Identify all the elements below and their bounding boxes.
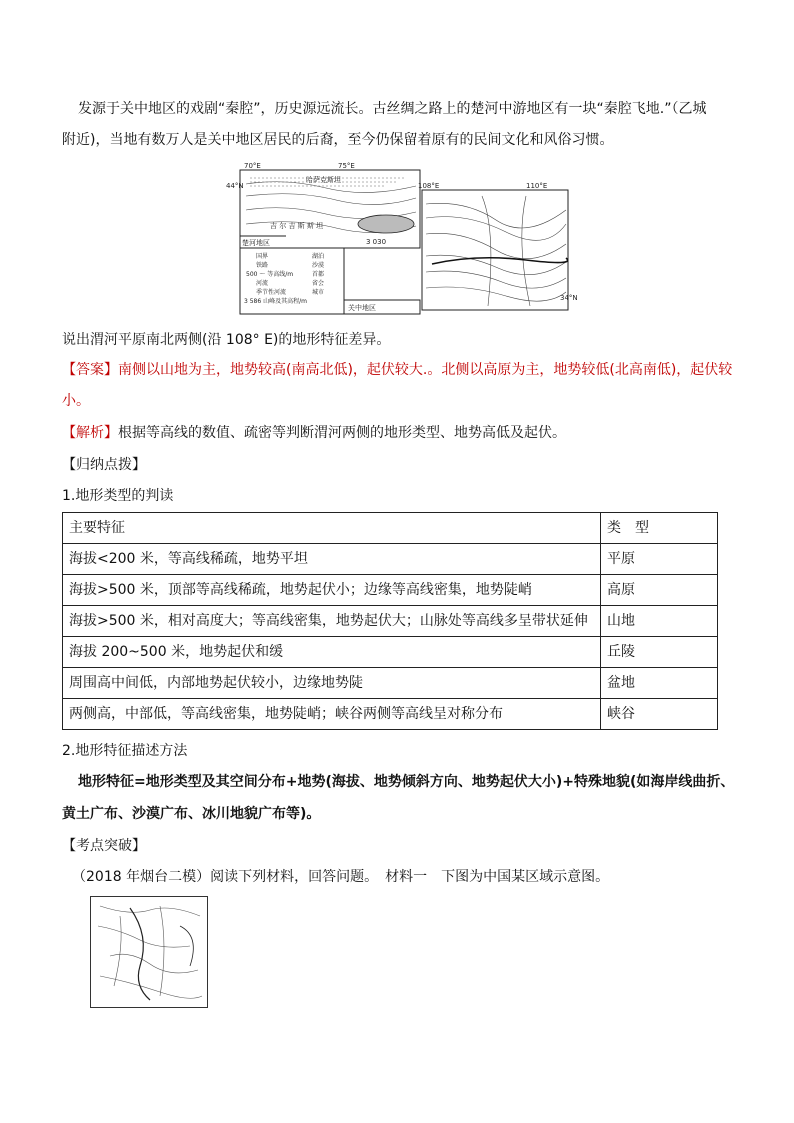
section1-title: 1.地形类型的判读 — [62, 488, 174, 504]
table-row — [63, 606, 718, 637]
type-cell: 丘陵 — [601, 637, 718, 668]
table-row — [63, 544, 718, 575]
peak-label: 3 030 — [366, 238, 387, 246]
analysis-text: 根据等高线的数值、疏密等判断渭河两侧的地形类型、地势高低及起伏。 — [118, 425, 566, 441]
breakthrough-title: 【考点突破】 — [62, 838, 146, 854]
china-region-map — [90, 896, 208, 1008]
legend-province: 省会 — [312, 280, 325, 287]
chu-region-label: 楚河地区 — [242, 239, 270, 247]
lon-70-label: 70°E — [244, 162, 261, 170]
feature-cell: 两侧高，中部低，等高线密集，地势陡峭；峡谷两侧等高线呈对称分布 — [63, 699, 601, 730]
legend-capital: 首都 — [312, 271, 325, 278]
lat-44-label: 44°N — [226, 182, 244, 190]
lon-110-label: 110°E — [526, 182, 548, 190]
type-cell: 高原 — [601, 575, 718, 606]
feature-cell: 海拔>500 米，相对高度大；等高线密集，地势起伏大；山脉处等高线多呈带状延伸 — [63, 606, 601, 637]
legend-border: 国界 — [256, 253, 269, 260]
table-row — [63, 575, 718, 606]
type-cell: 峡谷 — [601, 699, 718, 730]
feature-cell: 海拔<200 米，等高线稀疏，地势平坦 — [63, 544, 601, 575]
method-line-1: 地形特征=地形类型及其空间分布+地势(海拔、地势倾斜方向、地势起伏大小)+特殊地貌(如海岸线曲折、 — [78, 774, 735, 790]
answer-tag: 【答案】 — [62, 362, 118, 378]
answer-line-1 — [62, 360, 732, 380]
legend-lake: 湖泊 — [312, 253, 325, 260]
legend-desert: 沙漠 — [312, 262, 325, 269]
legend-seasonal: 季节性河流 — [256, 289, 287, 296]
answer-line-2: 小。 — [62, 393, 90, 409]
header-type: 类 型 — [601, 513, 718, 544]
type-cell: 平原 — [601, 544, 718, 575]
table-row — [63, 637, 718, 668]
legend-peak: 3 586 山峰及其高程/m — [244, 298, 307, 305]
intro-line-1: 发源于关中地区的戏剧“秦腔”，历史源远流长。古丝绸之路上的楚河中游地区有一块“秦腔飞地.”（乙城 — [78, 101, 707, 117]
lat-34-label: 34°N — [560, 294, 578, 302]
summary-title: 【归纳点拨】 — [62, 457, 146, 473]
answer-text-1: 南侧以山地为主，地势较高(南高北低)，起伏较大.。北侧以高原为主，地势较低(北高南低)，起伏较 — [118, 362, 733, 378]
header-feature: 主要特征 — [63, 513, 601, 544]
feature-cell: 海拔 200~500 米，地势起伏和缓 — [63, 637, 601, 668]
question-text: 说出渭河平原南北两侧(沿 108° E)的地形特征差异。 — [62, 332, 391, 348]
table-header-row — [63, 513, 718, 544]
table-row — [63, 668, 718, 699]
method-line-2: 黄土广布、沙漠广布、冰川地貌广布等)。 — [62, 806, 321, 822]
lon-108-label: 108°E — [418, 182, 440, 190]
section2-title: 2.地形特征描述方法 — [62, 743, 188, 759]
legend-railway: 铁路 — [256, 262, 269, 269]
legend-city: 城市 — [312, 289, 325, 296]
analysis-tag: 【解析】 — [62, 425, 118, 441]
type-cell: 山地 — [601, 606, 718, 637]
terrain-type-table — [62, 512, 718, 730]
feature-cell: 周围高中间低，内部地势起伏较小，边缘地势陡 — [63, 668, 601, 699]
chu-guanzhong-map — [226, 160, 578, 318]
intro-line-2: 附近)，当地有数万人是关中地区居民的后裔，至今仍保留着原有的民间文化和风俗习惯。 — [62, 132, 614, 148]
kyrgyz-label: 吉 尔 吉 斯 斯 坦 — [270, 222, 324, 230]
type-cell: 盆地 — [601, 668, 718, 699]
lon-75-label: 75°E — [338, 162, 355, 170]
kazakh-label: 哈萨克斯坦 — [306, 176, 341, 184]
table-row — [63, 699, 718, 730]
feature-cell: 海拔>500 米，顶部等高线稀疏，地势起伏小；边缘等高线密集，地势陡峭 — [63, 575, 601, 606]
analysis-line — [62, 423, 566, 443]
legend-river: 河流 — [256, 280, 269, 287]
legend-contour: 500 ～ 等高线/m — [246, 271, 294, 278]
exercise-text: （2018 年烟台二模）阅读下列材料，回答问题。 材料一 下图为中国某区域示意图。 — [72, 869, 610, 885]
guanzhong-region-label: 关中地区 — [348, 304, 376, 312]
